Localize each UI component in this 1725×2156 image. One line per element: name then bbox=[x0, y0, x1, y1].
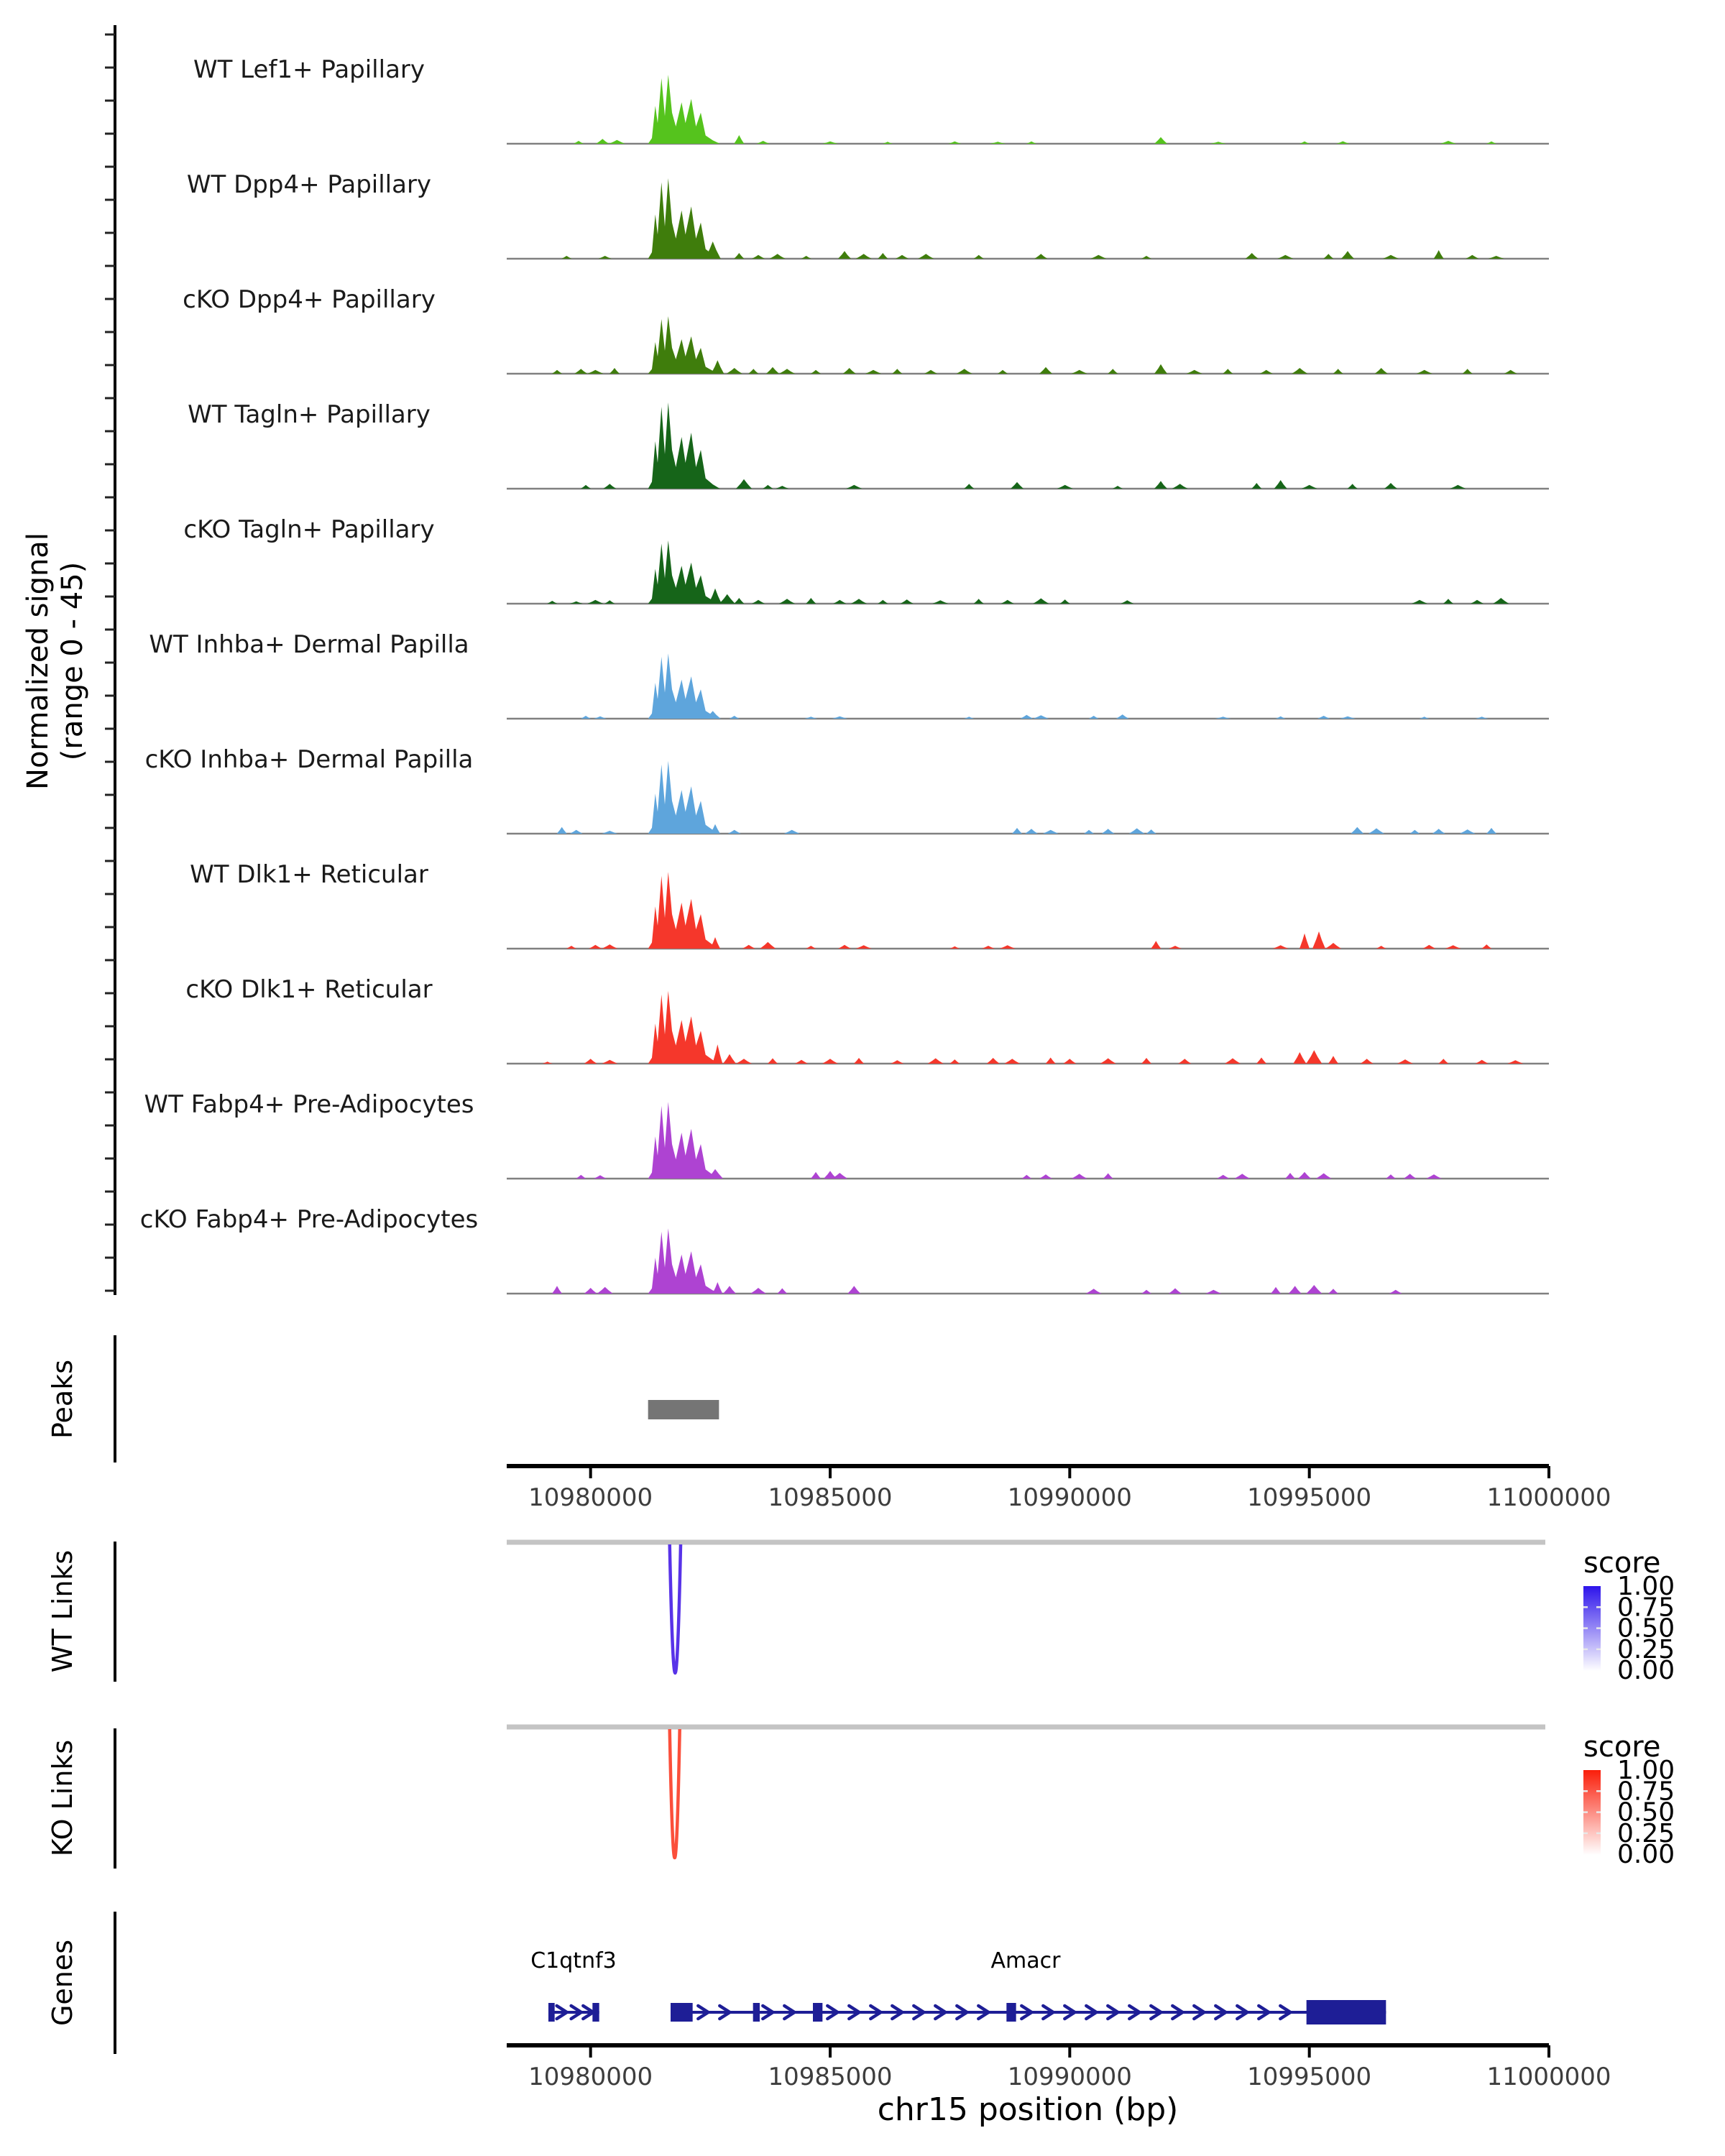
gene-label-c1qtnf3: C1qtnf3 bbox=[530, 1948, 617, 1973]
gene-exon-c1qtnf3 bbox=[548, 2003, 555, 2022]
signal-track-name-wt-inhba-dermal-papilla: WT Inhba+ Dermal Papilla bbox=[149, 630, 469, 659]
ko-links-legend-label: 0.25 bbox=[1617, 1818, 1675, 1848]
genome-axis-tick-label: 11000000 bbox=[1486, 1483, 1611, 1512]
signal-track-name-wt-lef1-papillary: WT Lef1+ Papillary bbox=[193, 55, 426, 84]
signal-area-cko-inhba-dermal-papilla bbox=[557, 761, 1496, 834]
genome-axis-tick-label: 10985000 bbox=[768, 1483, 893, 1512]
genes-track-label: Genes bbox=[47, 1939, 78, 2027]
wt-links-legend-label: 0.25 bbox=[1617, 1634, 1675, 1664]
genome-axis-tick-label: 10990000 bbox=[1007, 2063, 1132, 2091]
signal-track-name-cko-fabp4-pre-adipocytes: cKO Fabp4+ Pre-Adipocytes bbox=[139, 1205, 479, 1234]
genome-axis-tick-label: 10985000 bbox=[768, 2063, 893, 2091]
wt-links-legend-label: 1.00 bbox=[1617, 1572, 1675, 1601]
signal-area-cko-tagln-papillary bbox=[547, 540, 1509, 604]
wt-links-legend-label: 0.50 bbox=[1617, 1613, 1675, 1644]
ko-links-legend-label: 0.75 bbox=[1617, 1777, 1675, 1807]
wt-links-track-label: WT Links bbox=[47, 1549, 78, 1673]
wt-links-legend-label: 0.00 bbox=[1617, 1656, 1675, 1686]
signal-track-name-cko-dlk1-reticular: cKO Dlk1+ Reticular bbox=[185, 975, 433, 1004]
genome-axis-tick-label: 10980000 bbox=[528, 2063, 653, 2091]
generated-graphics bbox=[105, 25, 1675, 2091]
signal-area-cko-fabp4-pre-adipocytes bbox=[552, 1228, 1402, 1294]
genome-axis-tick-label: 11000000 bbox=[1486, 2063, 1611, 2091]
signal-track-name-wt-dpp4-papillary: WT Dpp4+ Papillary bbox=[186, 170, 432, 199]
gene-exon-amacr bbox=[813, 2003, 822, 2022]
peak-interval-box bbox=[648, 1400, 719, 1419]
signal-area-wt-tagln-papillary bbox=[581, 402, 1466, 489]
ko-links-legend-label: 1.00 bbox=[1617, 1756, 1675, 1785]
genome-axis-tick-label: 10980000 bbox=[528, 1483, 653, 1512]
wt-links-legend-label: 0.75 bbox=[1617, 1593, 1675, 1623]
wt-links-legend-title: score bbox=[1583, 1547, 1661, 1580]
signal-track-name-wt-fabp4-pre-adipocytes: WT Fabp4+ Pre-Adipocytes bbox=[144, 1090, 474, 1119]
gene-label-amacr: Amacr bbox=[990, 1948, 1061, 1973]
wt-link-arc bbox=[670, 1544, 681, 1673]
gene-exon-amacr bbox=[671, 2003, 693, 2022]
signal-track-name-wt-tagln-papillary: WT Tagln+ Papillary bbox=[188, 400, 431, 429]
ko-links-track-label: KO Links bbox=[47, 1739, 78, 1857]
signal-track-name-cko-dpp4-papillary: cKO Dpp4+ Papillary bbox=[183, 285, 436, 314]
genome-axis-tick-label: 10995000 bbox=[1247, 2063, 1372, 2091]
signal-track-name-wt-dlk1-reticular: WT Dlk1+ Reticular bbox=[190, 860, 428, 889]
signal-area-cko-dpp4-papillary bbox=[552, 316, 1517, 374]
peaks-track-label: Peaks bbox=[47, 1359, 78, 1439]
y-axis-label-line2: (range 0 - 45) bbox=[56, 561, 89, 761]
signal-area-wt-inhba-dermal-papilla bbox=[581, 653, 1489, 719]
ko-link-arc bbox=[670, 1729, 680, 1858]
signal-area-cko-dlk1-reticular bbox=[543, 991, 1524, 1064]
gene-terminal-exon-amacr bbox=[1307, 2000, 1386, 2024]
x-axis-title: chr15 position (bp) bbox=[877, 2091, 1179, 2128]
ko-links-legend-title: score bbox=[1583, 1731, 1661, 1764]
signal-area-wt-dlk1-reticular bbox=[566, 872, 1491, 949]
signal-area-wt-fabp4-pre-adipocytes bbox=[576, 1102, 1442, 1179]
signal-track-name-cko-inhba-dermal-papilla: cKO Inhba+ Dermal Papilla bbox=[144, 745, 474, 774]
gene-exon-amacr bbox=[1006, 2003, 1016, 2022]
ko-links-legend-label: 0.50 bbox=[1617, 1797, 1675, 1828]
signal-area-wt-lef1-papillary bbox=[574, 75, 1496, 144]
genome-axis-tick-label: 10990000 bbox=[1007, 1483, 1132, 1512]
signal-track-name-cko-tagln-papillary: cKO Tagln+ Papillary bbox=[183, 515, 435, 544]
signal-area-wt-dpp4-papillary bbox=[561, 178, 1504, 259]
gene-exon-amacr bbox=[753, 2003, 760, 2022]
genome-axis-tick-label: 10995000 bbox=[1247, 1483, 1372, 1512]
ko-links-legend-label: 0.00 bbox=[1617, 1840, 1675, 1870]
y-axis-label-line1: Normalized signal bbox=[22, 533, 55, 790]
